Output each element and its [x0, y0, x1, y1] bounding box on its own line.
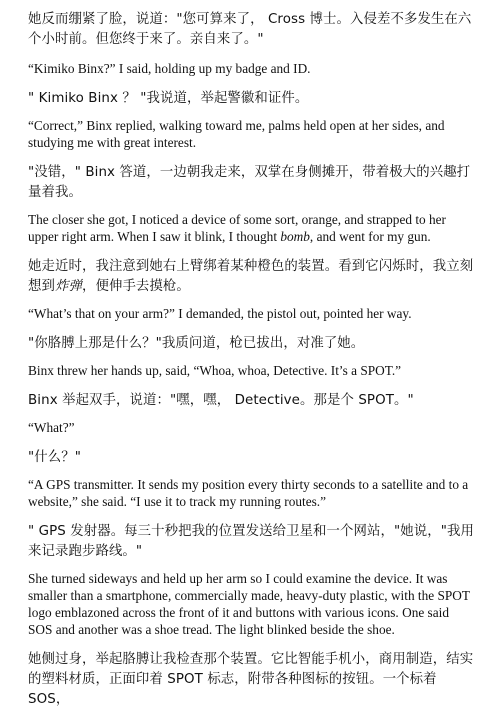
paragraph-zh-7: "什么？" — [28, 450, 81, 465]
paragraph-zh-6: Binx 举起双手，说道："嘿，嘿， Detective。那是个 SPOT。" — [28, 393, 414, 408]
paragraph-zh-2: " Kimiko Binx ？ "我说道，举起警徽和证件。 — [28, 91, 309, 106]
paragraph-en-2: “Correct,” Binx replied, walking toward me, palms held open at her sides, and studying me with great interest. — [28, 118, 445, 150]
paragraph-zh-5: "你胳膊上那是什么？"我质问道，枪已拔出，对准了她。 — [28, 336, 365, 351]
document-page — [28, 10, 474, 718]
paragraph-zh-4: 她走近时，我注意到她右上臂绑着某种橙色的装置。看到它闪烁时，我立刻想到炸弹，便伸手去摸枪。 — [28, 259, 474, 294]
paragraph-en-3: The closer she got, I noticed a device of some sort, orange, and strapped to her upper right arm. When I saw it blink, I thought bomb, and went for my gun. — [28, 212, 446, 244]
paragraph-en-5: Binx threw her hands up, said, “Whoa, whoa, Detective. It’s a SPOT.” — [28, 363, 402, 378]
paragraph-en-4: “What’s that on your arm?” I demanded, the pistol out, pointed her way. — [28, 306, 412, 321]
emphasized-word: 炸弹 — [54, 279, 82, 294]
paragraph-en-6: “What?” — [28, 420, 75, 435]
emphasized-word: bomb — [280, 229, 310, 244]
paragraph-zh-1: 她反而绷紧了脸，说道："您可算来了， Cross 博士。入侵差不多发生在六个小时前。但您终于来了。亲自来了。" — [28, 12, 472, 47]
paragraph-zh-8: " GPS 发射器。每三十秒把我的位置发送给卫星和一个网站，"她说，"我用来记录跑步路线。" — [28, 524, 474, 559]
paragraph-en-8: She turned sideways and held up her arm so I could examine the device. It was smaller than a smartphone, commercially made, heavy-duty plastic, with the SPOT logo emblazoned across the front of it and buttons with various icons. One said SOS and another was a shoe tread. The light blinked beside the shoe. — [28, 571, 470, 637]
paragraph-zh-9: 她侧过身，举起胳膊让我检查那个装置。它比智能手机小，商用制造，结实的塑料材质，正面印着 SPOT 标志，附带各种图标的按钮。一个标着 SOS， — [28, 652, 474, 707]
paragraph-zh-3: "没错，" Binx 答道，一边朝我走来，双掌在身侧摊开，带着极大的兴趣打量着我。 — [28, 165, 471, 200]
paragraph-en-7: “A GPS transmitter. It sends my position every thirty seconds to a satellite and to a website,” she said. “I use it to track my running routes.” — [28, 477, 469, 509]
paragraph-en-1: “Kimiko Binx?” I said, holding up my badge and ID. — [28, 61, 311, 76]
